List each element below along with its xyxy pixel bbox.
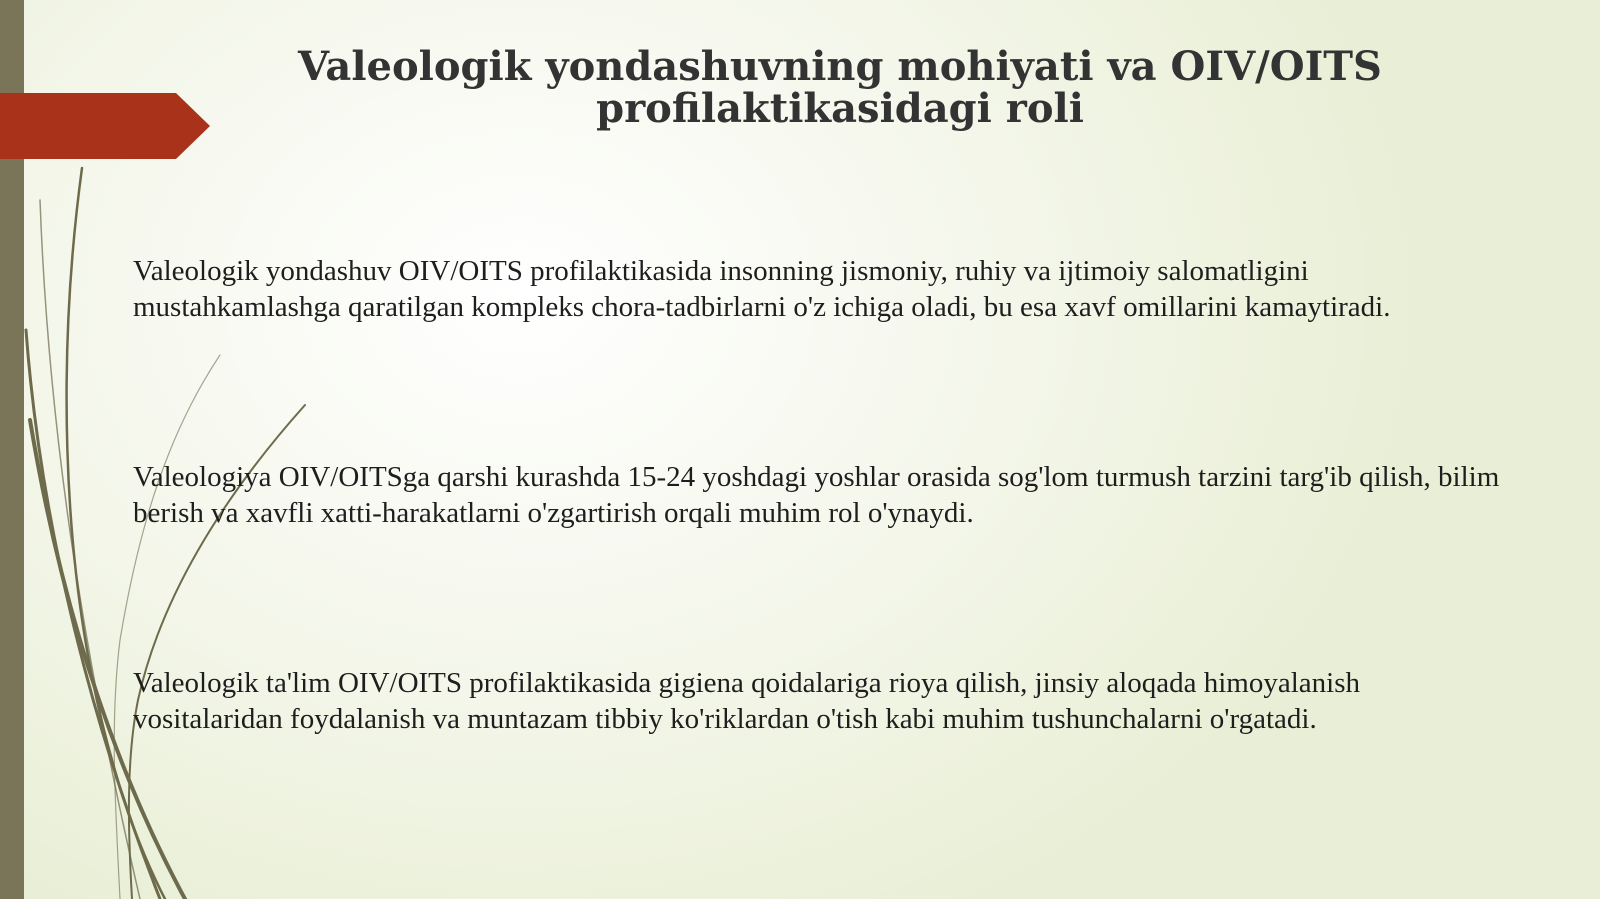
paragraph-1: Valeologik yondashuv OIV/OITS profilaktikasida insonning jismoniy, ruhiy va ijtimoiy salomatligini mustahkamlashga qaratilgan kompleks chora-tadbirlarni o'z ichiga oladi, bu esa xavf omillarini kamaytiradi. (133, 255, 1391, 323)
paragraph-3: Valeologik ta'lim OIV/OITS profilaktikasida gigiena qoidalariga rioya qilish, jinsiy aloqada himoyalanish vositalaridan foydalanish va muntazam tibbiy ko'riklardan o'tish kabi muhim tushunchalarni o'rgatadi. (133, 667, 1360, 735)
slide-title: Valeologik yondashuvning mohiyati va OIV/OITS profilaktikasidagi roli (298, 43, 1382, 132)
paragraph-2: Valeologiya OIV/OITSga qarshi kurashda 15-24 yoshdagi yoshlar orasida sog'lom turmush tarzini targ'ib qilish, bilim berish va xavfli xatti-harakatlarni o'zgartirish orqali muhim rol o'ynaydi. (133, 461, 1500, 529)
